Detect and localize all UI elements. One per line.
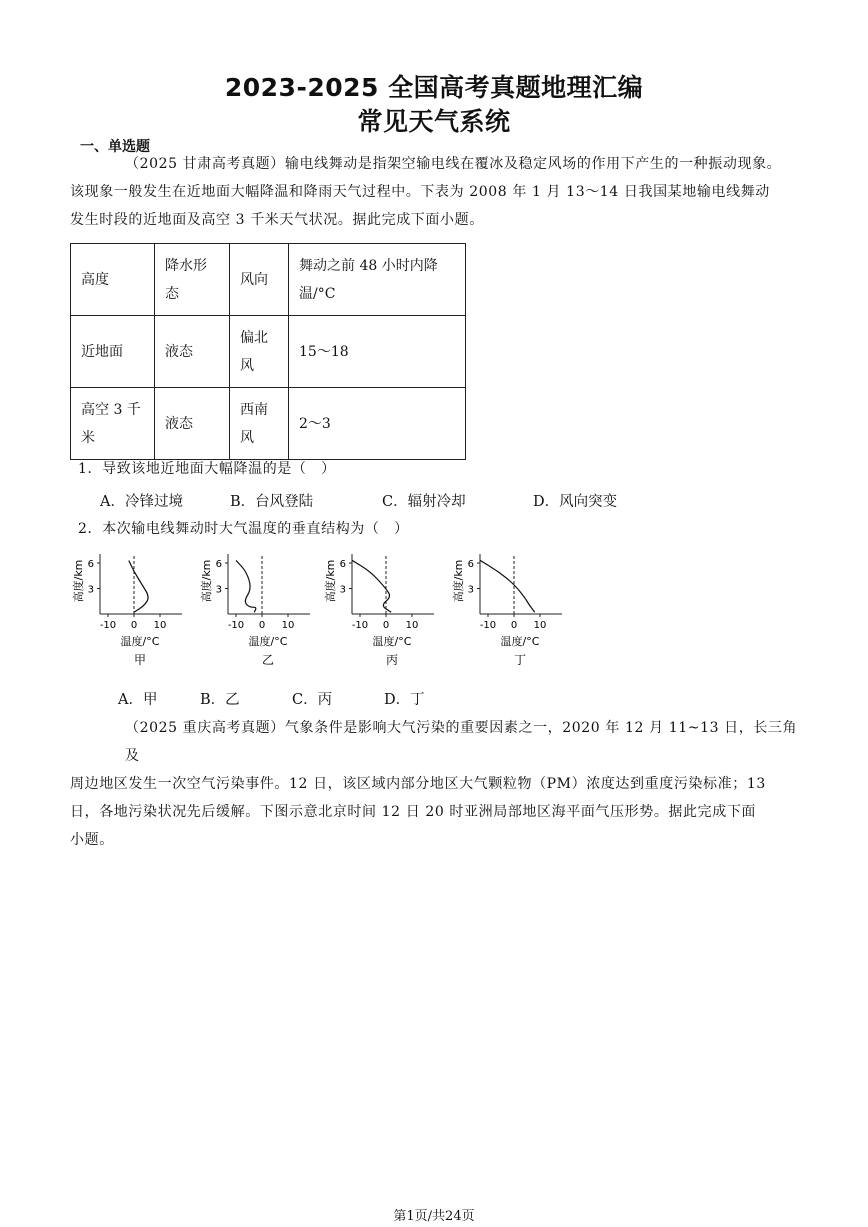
intro2-line: 小题。 [70, 832, 114, 848]
q2-option-a[interactable]: A．甲 [118, 692, 158, 708]
table-cell: 液态 [155, 388, 230, 460]
intro1-line: （2025 甘肃高考真题）输电线舞动是指架空输电线在覆冰及稳定风场的作用下产生的一种振动现象。 [125, 156, 782, 172]
y-tick-label: 3 [215, 584, 222, 596]
y-tick-label: 3 [467, 584, 474, 596]
table-cell: 高空 3 千米 [71, 388, 155, 460]
x-tick-label: 10 [405, 620, 419, 631]
y-tick-label: 6 [87, 559, 94, 570]
x-axis-label: 温度/°C [120, 635, 160, 648]
x-tick-label: -10 [479, 620, 497, 631]
y-axis-label: 高度/km [324, 559, 337, 603]
table-cell: 偏北风 [230, 316, 289, 388]
y-axis-label: 高度/km [200, 559, 213, 603]
table-row [71, 316, 466, 388]
table-header-cell: 降水形态 [155, 244, 230, 316]
profile-curve [236, 560, 256, 612]
y-axis-label: 高度/km [72, 559, 85, 603]
temperature-profile-charts [70, 552, 630, 677]
chart-name-label: 丁 [513, 653, 527, 667]
q1-option-c[interactable]: C．辐射冷却 [382, 494, 466, 510]
x-tick-label: 10 [281, 620, 295, 631]
intro2-line: （2025 重庆高考真题）气象条件是影响大气污染的重要因素之一，2020 年 12 月 11~13 日，长三角及 [125, 720, 798, 764]
page-footer: 第1页/共24页 [393, 1209, 475, 1224]
x-axis-label: 温度/°C [248, 635, 288, 648]
y-tick-label: 6 [467, 559, 474, 570]
question-1: 1．导致该地近地面大幅降温的是（ ） [78, 461, 336, 477]
table-header-cell: 高度 [71, 244, 155, 316]
q1-option-d[interactable]: D．风向突变 [533, 494, 618, 510]
y-tick-label: 6 [215, 559, 222, 570]
table-cell: 2～3 [289, 388, 466, 460]
intro1-line: 该现象一般发生在近地面大幅降温和降雨天气过程中。下表为 2008 年 1 月 13～14 日我国某地输电线舞动 [70, 184, 770, 200]
x-tick-label: 0 [130, 620, 138, 631]
x-axis-label: 温度/°C [500, 635, 540, 648]
x-tick-label: 0 [510, 620, 518, 631]
intro-paragraph-2 [70, 714, 810, 854]
x-tick-label: -10 [351, 620, 369, 631]
intro-paragraph-1 [70, 150, 810, 234]
profile-curve [480, 560, 535, 612]
table-header-cell: 舞动之前 48 小时内降温/°C [289, 244, 466, 316]
table-row [71, 388, 466, 460]
table-row [71, 244, 466, 316]
q2-option-b[interactable]: B．乙 [200, 692, 240, 708]
x-tick-label: 0 [382, 620, 390, 631]
y-axis-label: 高度/km [452, 559, 465, 603]
q1-option-a[interactable]: A．冷锋过境 [100, 494, 183, 510]
x-axis-label: 温度/°C [372, 635, 412, 648]
section-heading: 一、单选题 [80, 139, 150, 155]
q2-option-d[interactable]: D．丁 [384, 692, 425, 708]
x-tick-label: -10 [99, 620, 117, 631]
table-cell: 液态 [155, 316, 230, 388]
chart-name-label: 乙 [261, 653, 275, 667]
q1-option-b[interactable]: B．台风登陆 [230, 494, 314, 510]
doc-title: 2023-2025 全国高考真题地理汇编 [224, 73, 644, 102]
chart-name-label: 甲 [133, 653, 147, 667]
intro2-line: 日，各地污染状况先后缓解。下图示意北京时间 12 日 20 时亚洲局部地区海平面气压形势。据此完成下面 [70, 804, 757, 820]
intro2-line: 周边地区发生一次空气污染事件。12 日，该区域内部分地区大气颗粒物（PM）浓度达到重度污染标准；13 [70, 776, 766, 792]
table-cell: 近地面 [71, 316, 155, 388]
x-tick-label: 10 [153, 620, 167, 631]
y-tick-label: 6 [339, 559, 346, 570]
profile-curve [352, 560, 391, 612]
x-tick-label: -10 [227, 620, 245, 631]
weather-table [70, 243, 466, 460]
table-cell: 西南风 [230, 388, 289, 460]
y-tick-label: 3 [339, 584, 346, 596]
table-cell: 15～18 [289, 316, 466, 388]
chart-name-label: 丙 [385, 653, 399, 667]
profile-curve [129, 560, 148, 612]
intro1-line: 发生时段的近地面及高空 3 千米天气状况。据此完成下面小题。 [70, 212, 484, 228]
doc-subtitle: 常见天气系统 [357, 107, 511, 136]
table-header-cell: 风向 [230, 244, 289, 316]
x-tick-label: 0 [258, 620, 266, 631]
question-2: 2．本次输电线舞动时大气温度的垂直结构为（ ） [78, 521, 409, 537]
x-tick-label: 10 [533, 620, 547, 631]
y-tick-label: 3 [87, 584, 94, 596]
q2-option-c[interactable]: C．丙 [292, 692, 333, 708]
